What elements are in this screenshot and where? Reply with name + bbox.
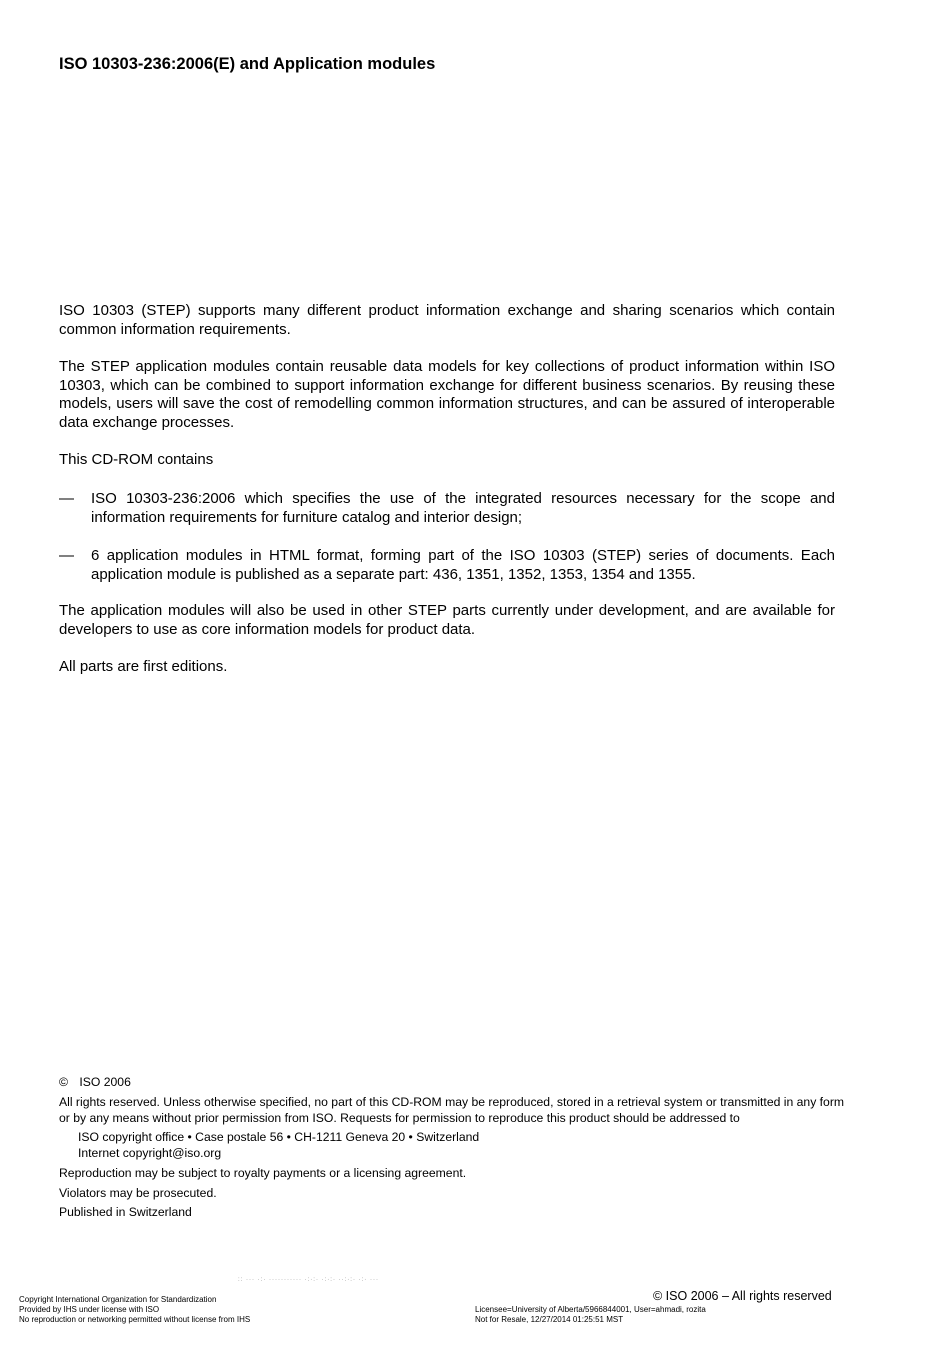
- list-item: [59, 547, 835, 584]
- footer-dots: :: ··· ·:· ··········· ·:·:· ·:·:· ··:·:· ·:· ···: [238, 1277, 379, 1283]
- editions-paragraph: All parts are first editions.: [59, 658, 228, 675]
- footer-license-left: [19, 1295, 250, 1325]
- intro-paragraph: ISO 10303 (STEP) supports many different product information exchange and sharing scenarios which contain common information requirements.: [59, 302, 835, 338]
- document-title: ISO 10303-236:2006(E) and Application modules: [59, 55, 436, 73]
- copyright-address: ISO copyright office • Case postale 56 • CH-1211 Geneva 20 • Switzerland: [78, 1130, 480, 1144]
- list-item: [59, 490, 835, 527]
- royalty-notice: Reproduction may be subject to royalty payments or a licensing agreement.: [59, 1166, 467, 1180]
- contents-intro: This CD-ROM contains: [59, 451, 214, 468]
- footer-left-line: Copyright International Organization for Standardization: [19, 1295, 217, 1304]
- list-item-text: ISO 10303-236:2006 which specifies the use of the integrated resources necessary for the scope and information requirements for furniture catalog and interior design;: [91, 490, 835, 526]
- usage-paragraph: The application modules will also be used in other STEP parts currently under development, and are available for developers to use as core information models for product data.: [59, 602, 835, 638]
- published-location: Published in Switzerland: [59, 1205, 192, 1219]
- copyright-year: ISO 2006: [79, 1075, 131, 1089]
- footer-mid-line: Licensee=University of Alberta/5966844001, User=ahmadi, rozita: [475, 1305, 706, 1314]
- footer-left-line: No reproduction or networking permitted without license from IHS: [19, 1315, 251, 1324]
- rights-text: All rights reserved. Unless otherwise specified, no part of this CD-ROM may be reproduced, stored in a retrieval system or transmitted in any form or by any means without prior permission from ISO. Requests for permission to reproduce this product should be addressed to: [59, 1095, 845, 1125]
- modules-paragraph: The STEP application modules contain reusable data models for key collections of product information within ISO 10303, which can be combined to support information exchange for different business scenarios. By reusing these models, users will save the cost of remodelling common information structures, and can be assured of interoperable data exchange processes.: [59, 358, 835, 431]
- footer-mid-line: Not for Resale, 12/27/2014 01:25:51 MST: [475, 1315, 624, 1324]
- copyright-internet: Internet copyright@iso.org: [78, 1146, 222, 1160]
- footer-left-line: Provided by IHS under license with ISO: [19, 1305, 160, 1314]
- violators-notice: Violators may be prosecuted.: [59, 1186, 217, 1200]
- footer-license-mid: [475, 1305, 706, 1325]
- list-item-text: 6 application modules in HTML format, forming part of the ISO 10303 (STEP) series of documents. Each application module is published as a separate part: 436, 1351, 1352, 1353, 1354 and 1355.: [91, 547, 835, 583]
- list-dash: —: [59, 547, 74, 564]
- copyright-line: [59, 1075, 849, 1091]
- list-dash: —: [59, 490, 74, 507]
- footer-copyright: © ISO 2006 – All rights reserved: [653, 1289, 832, 1303]
- copyright-symbol: ©: [59, 1075, 68, 1089]
